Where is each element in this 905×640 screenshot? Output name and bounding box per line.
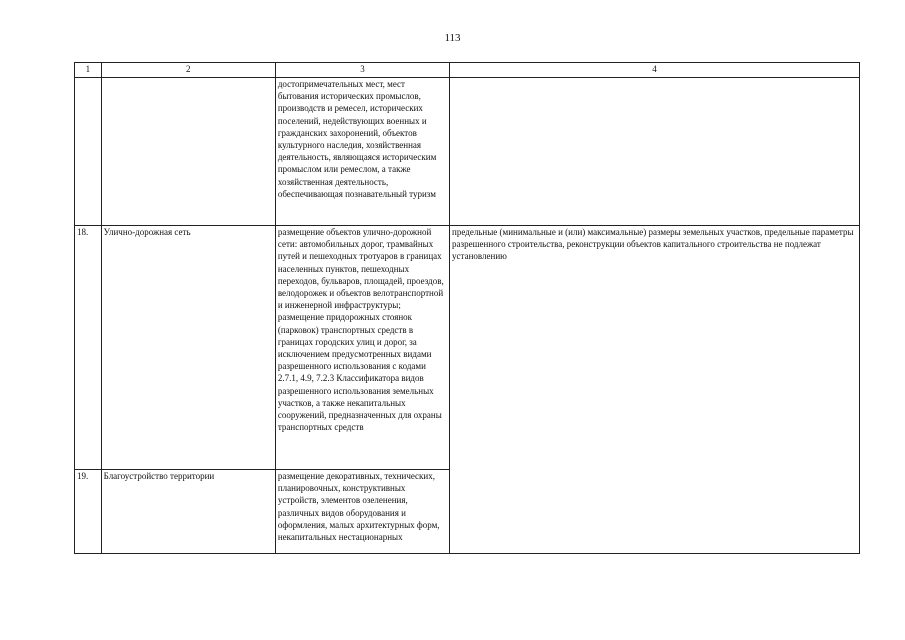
continued-description-cell: достопримечательных мест, мест бытования исторических промыслов, производств и ремесел, исторических поселений, недействующих военных и гражданских захоронений, объектов культурного наследия, хозяйственная деятельность, являющаяся историческим промыслом или ремеслом, а также хозяйственная деятельность, обеспечивающая познавательный туризм (275, 78, 449, 226)
header-col-3: 3 (275, 63, 449, 78)
page-number: 113 (444, 32, 461, 44)
land-use-description: размещение декоративных, технических, планировочных, конструктивных устройств, элементов озеленения, различных видов оборудования и оформления, малых архитектурных форм, некапитальных нестационарных (275, 470, 449, 554)
land-use-description: размещение объектов улично-дорожной сети: автомобильных дорог, трамвайных путей и пешеходных тротуаров в границах населенных пунктов, пешеходных переходов, бульваров, площадей, проездов, велодорожек и объектов велотранспортной и инженерной инфраструктуры; размещение придорожных стоянок (парковок) транспортных средств в границах городских улиц и дорог, за исключением предусмотренных видами разрешенного использования с кодами 2.7.1, 4.9, 7.2.3 Классификатора видов разрешенного использования земельных участков, а также некапитальных сооружений, предназначенных для охраны транспортных средств (275, 226, 449, 470)
header-col-2: 2 (101, 63, 275, 78)
row-number: 19. (75, 470, 102, 554)
header-col-4: 4 (450, 63, 860, 78)
table-header-row (75, 63, 860, 78)
land-use-name: Благоустройство территории (101, 470, 275, 554)
continued-no-cell (75, 78, 102, 226)
row-number: 18. (75, 226, 102, 470)
continued-parameters-cell (450, 78, 860, 226)
table-row-continued (75, 78, 860, 226)
land-use-name: Улично-дорожная сеть (101, 226, 275, 470)
header-col-1: 1 (75, 63, 102, 78)
parameters-cell: предельные (минимальные и (или) максимальные) размеры земельных участков, предельные параметры разрешенного строительства, реконструкции объектов капитального строительства не подлежат установлению (450, 226, 860, 554)
continued-name-cell (101, 78, 275, 226)
regulations-table (74, 62, 860, 554)
table-row (75, 226, 860, 470)
